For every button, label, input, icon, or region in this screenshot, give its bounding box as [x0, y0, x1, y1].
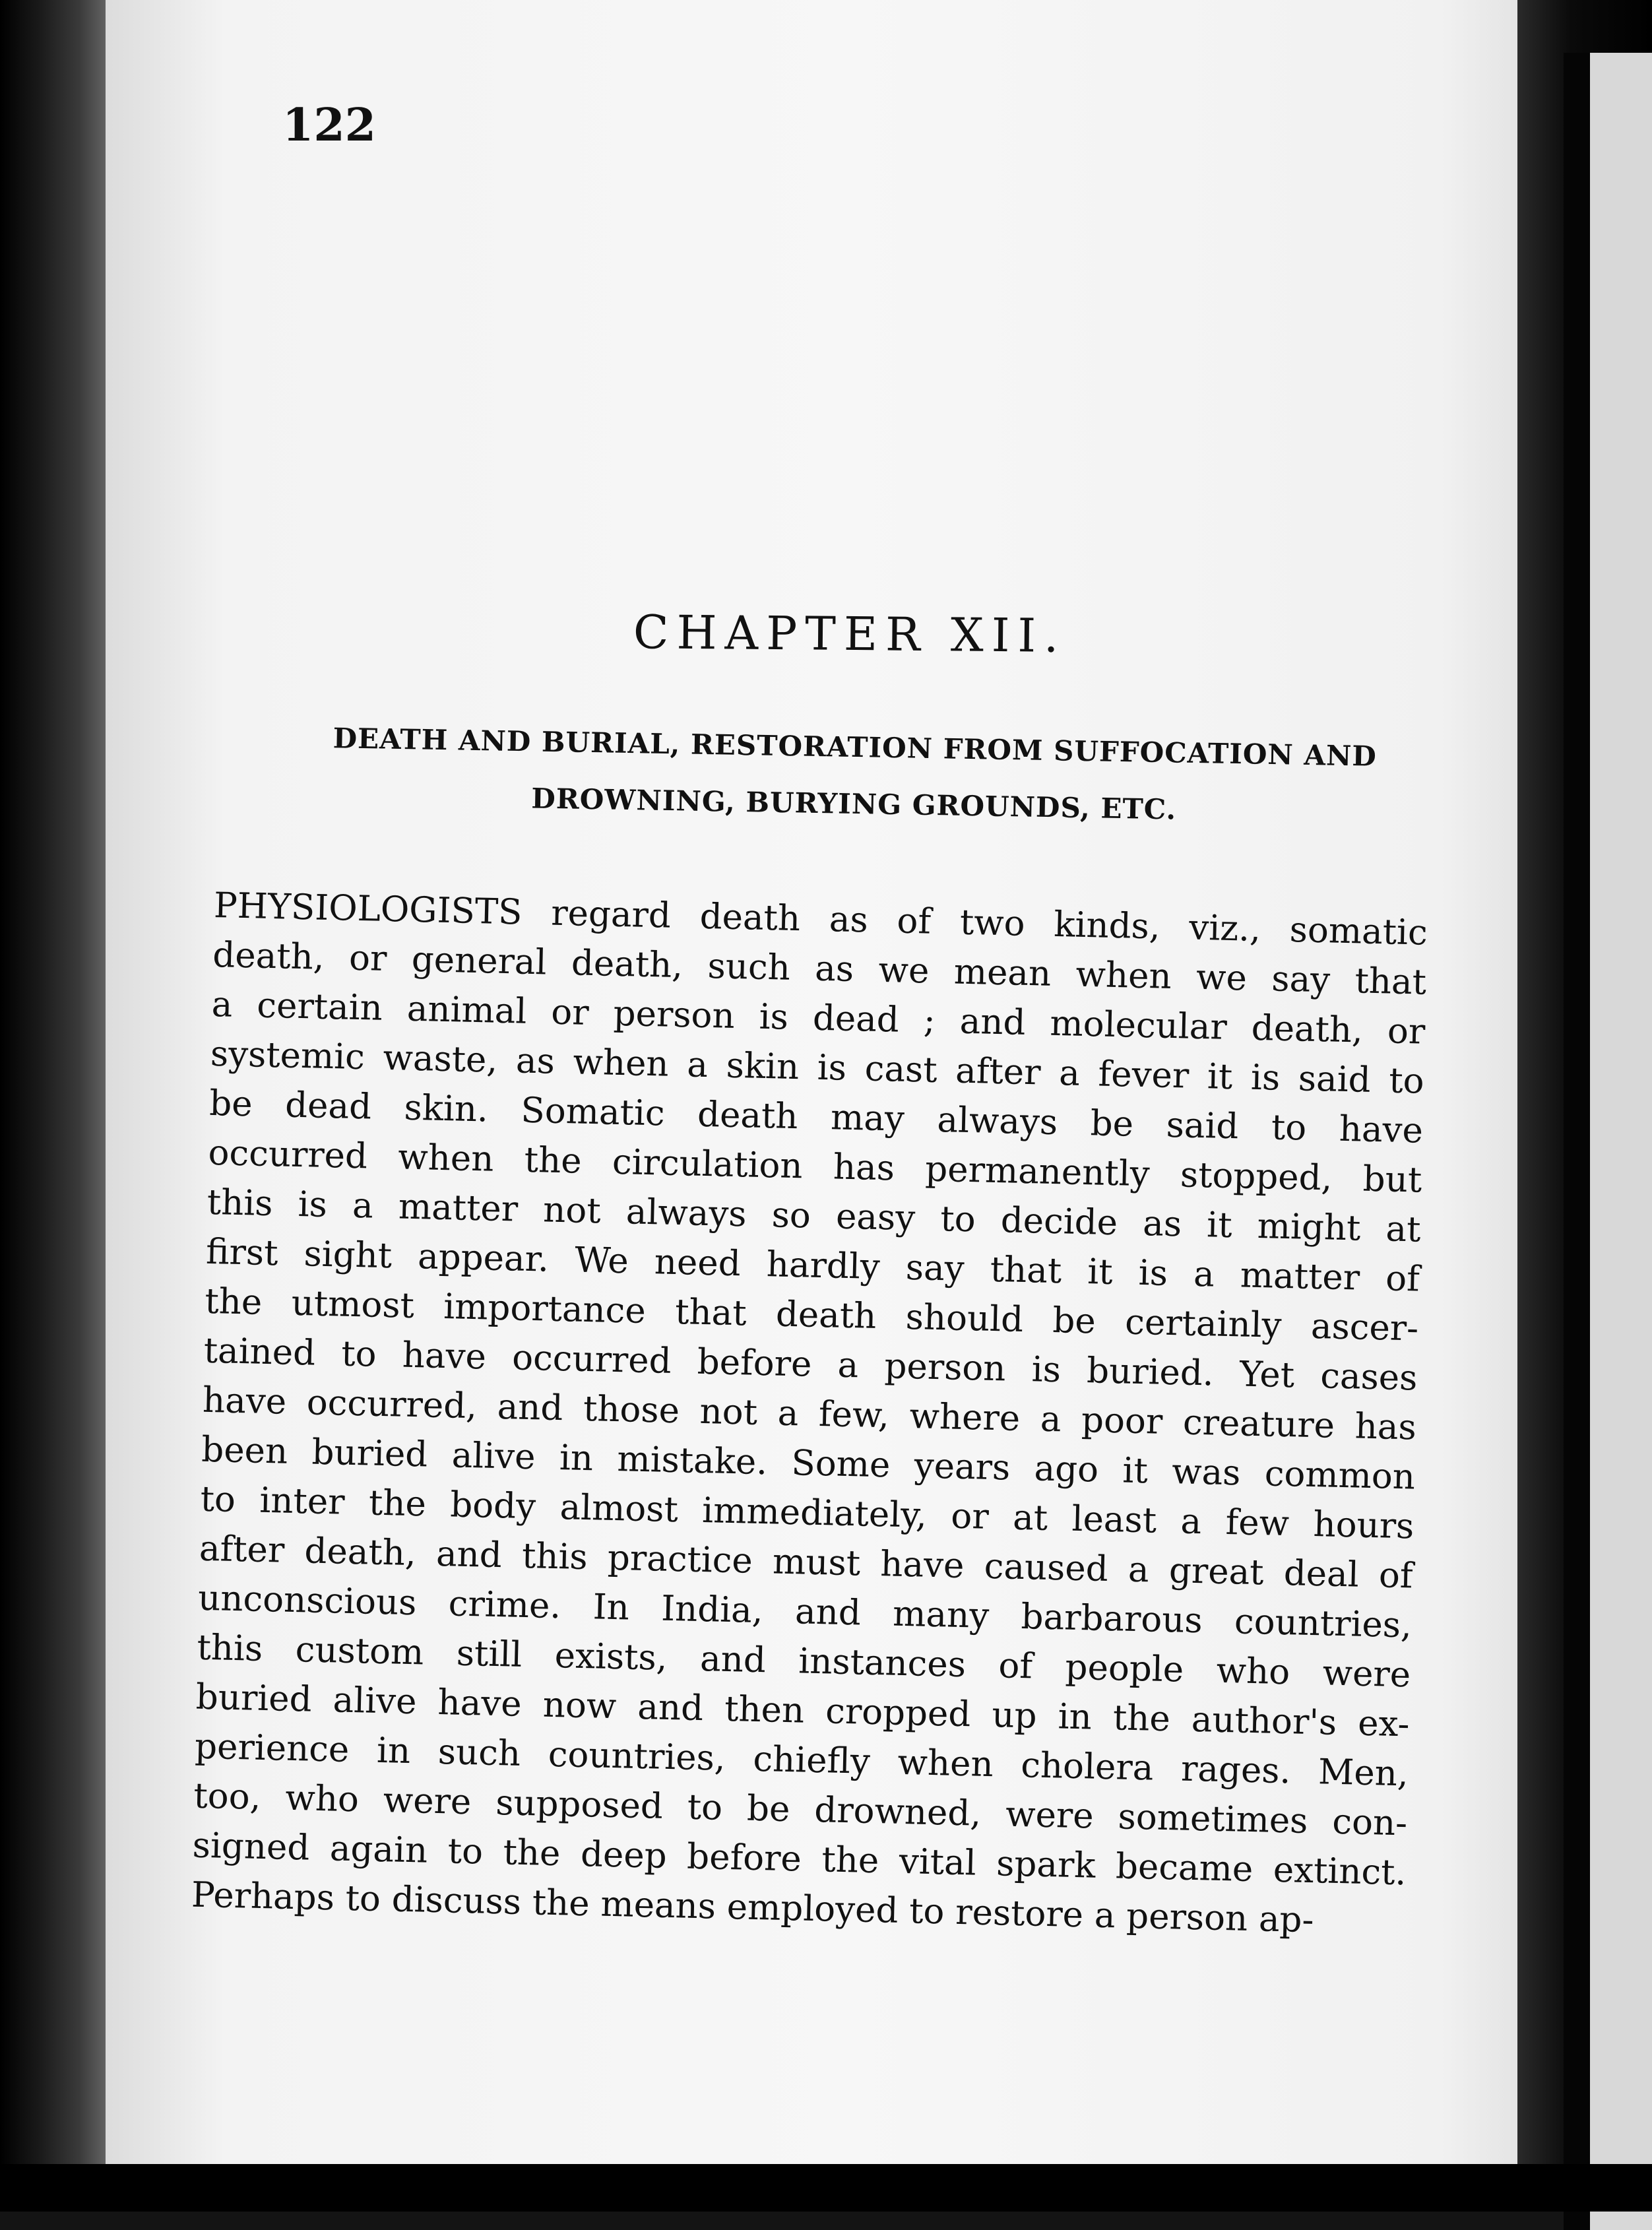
text-line: death, or general death, such as we mean when we say that — [212, 934, 1427, 1003]
text-line: PHYSIOLOGISTS regard death as of two kinds, viz., somatic — [213, 885, 1428, 953]
text-line: tained to have occurred before a person is buried. Yet cases — [203, 1330, 1418, 1399]
text-line: been buried alive in mistake. Some years ago it was common — [201, 1429, 1416, 1498]
body-paragraph — [191, 881, 1428, 1947]
text-line: to inter the body almost immediately, or at least a few hours — [200, 1479, 1414, 1547]
next-page-shadow — [1564, 53, 1590, 2230]
page-number: 122 — [282, 99, 376, 152]
text-line: occurred when the circulation has permanently stopped, but — [207, 1132, 1422, 1201]
text-line: systemic waste, as when a skin is cast after a fever it is said to — [210, 1033, 1425, 1102]
text-line: be dead skin. Somatic death may always be said to have — [208, 1083, 1424, 1151]
text-line: this is a matter not always so easy to decide as it might at — [206, 1182, 1422, 1250]
text-line: unconscious crime. In India, and many barbarous countries, — [197, 1577, 1413, 1646]
text-line: the utmost importance that death should be certainly ascer- — [204, 1281, 1419, 1349]
text-line: Perhaps to discuss the means employed to restore a person ap- — [191, 1874, 1315, 1941]
chapter-heading: CHAPTER XII. — [633, 605, 1067, 663]
text-line: a certain animal or person is dead ; and molecular death, or — [211, 984, 1426, 1052]
text-line: perience in such countries, chiefly when cholera rages. Men, — [194, 1726, 1409, 1795]
text-line: this custom still exists, and instances of people who were — [196, 1627, 1411, 1696]
text-line: buried alive have now and then cropped up in the author's ex- — [195, 1676, 1411, 1745]
subtitle-line: DEATH AND BURIAL, RESTORATION FROM SUFFOCATION AND — [333, 722, 1378, 773]
next-page-edge — [1590, 53, 1652, 2230]
text-line: too, who were supposed to be drowned, were sometimes con- — [193, 1775, 1408, 1844]
text-line: after death, and this practice must have caused a great deal of — [199, 1528, 1414, 1597]
text-line: first sight appear. We need hardly say that it is a matter of — [205, 1231, 1420, 1300]
chapter-subtitle — [263, 709, 1446, 843]
text-line: signed again to the deep before the vital spark became extinct. — [192, 1825, 1407, 1894]
subtitle-line: DROWNING, BURYING GROUNDS, ETC. — [530, 782, 1177, 826]
text-line: have occurred, and those not a few, where a poor creature has — [202, 1380, 1417, 1448]
bottom-scan-border — [0, 2164, 1652, 2212]
